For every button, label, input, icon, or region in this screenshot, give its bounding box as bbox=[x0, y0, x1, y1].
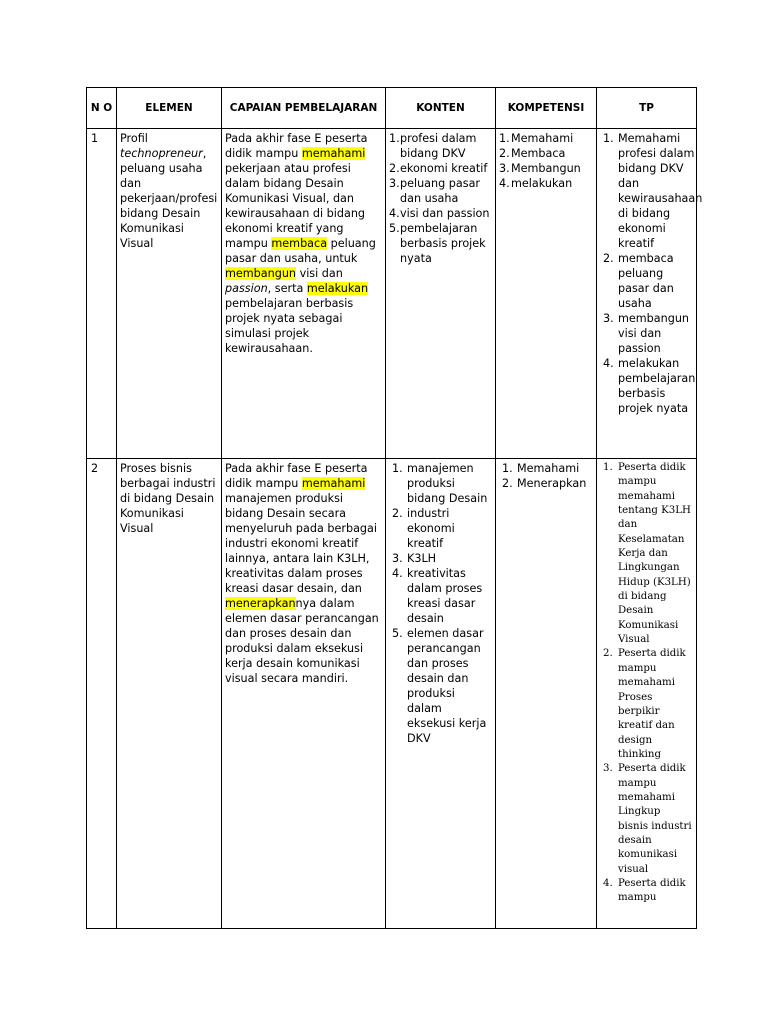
list-item: 4. melakukan pembelajaran berbasis projek nyata bbox=[603, 357, 696, 415]
tp-cell bbox=[597, 129, 703, 459]
list-item: 2. Membaca bbox=[499, 147, 566, 160]
table-row bbox=[87, 129, 697, 459]
highlight: membangun bbox=[225, 267, 297, 280]
list-item: 3. Membangun bbox=[499, 162, 581, 175]
list-item: 1. manajemen produksi bidang Desain bbox=[392, 462, 488, 505]
list-item: 4. kreativitas dalam proses kreasi dasar desain bbox=[392, 567, 483, 625]
elemen-cell: Proses bisnis berbagai industri di bidang Desain Komunikasi Visual bbox=[117, 459, 222, 929]
highlight: melakukan bbox=[306, 282, 369, 295]
list-item: 4. visi dan passion bbox=[389, 207, 490, 220]
highlight: memahami bbox=[301, 477, 366, 490]
list-item: 4. melakukan bbox=[499, 177, 573, 190]
header-row bbox=[87, 88, 697, 129]
table-row bbox=[87, 459, 697, 929]
capaian-cell: Pada akhir fase E peserta didik mampu memahami manajemen produksi bidang Desain secara menyeluruh pada berbagai industri ekonomi kreatif lainnya, antara lain K3LH, kreativitas dalam proses kreasi dasar desain, dan menerapkannya dalam elemen dasar perancangan dan proses desain dan produksi dalam eksekusi kerja desain komunikasi visual secara mandiri. bbox=[222, 459, 386, 929]
list-item: 2. ekonomi kreatif bbox=[389, 162, 488, 175]
konten-cell bbox=[386, 129, 496, 459]
list-item: 2. Menerapkan bbox=[502, 477, 587, 490]
header-no: N O bbox=[87, 88, 117, 129]
list-item: 3. Peserta didik mampu memahami Lingkup bisnis industri desain komunikasi visual bbox=[603, 763, 692, 875]
highlight: memahami bbox=[301, 147, 366, 160]
list-item: 2. Peserta didik mampu memahami Proses berpikir kreatif dan design thinking bbox=[603, 648, 686, 760]
list-item: 5. elemen dasar perancangan dan proses desain dan produksi dalam eksekusi kerja DKV bbox=[392, 627, 487, 745]
list-item: 1. Memahami bbox=[502, 462, 580, 475]
header-elemen: ELEMEN bbox=[117, 88, 222, 129]
list-item: 2. industri ekonomi kreatif bbox=[392, 507, 455, 550]
header-konten: KONTEN bbox=[386, 88, 496, 129]
list-item: 1. Memahami profesi dalam bidang DKV dan kewirausahaan di bidang ekonomi kreatif bbox=[603, 132, 703, 250]
list-item: 3. membangun visi dan passion bbox=[603, 312, 690, 355]
capaian-cell: Pada akhir fase E peserta didik mampu memahami pekerjaan atau profesi dalam bidang Desain Komunikasi Visual, dan kewirausahaan di bidang ekonomi kreatif yang mampu membaca peluang pasar dan usaha, untuk membangun visi dan passion, serta melakukan pembelajaran berbasis projek nyata sebagai simulasi projek kewirausahaan. bbox=[222, 129, 386, 459]
list-item: 1. Peserta didik mampu memahami tentang K3LH dan Keselamatan Kerja dan Lingkungan Hidup (K3LH) di bidang Desain Komunikasi Visual bbox=[603, 462, 691, 646]
kompetensi-cell bbox=[496, 129, 597, 459]
row-number: 2 bbox=[87, 459, 117, 929]
list-item: 2. membaca peluang pasar dan usaha bbox=[603, 252, 674, 310]
list-item: 3. K3LH bbox=[392, 552, 437, 565]
header-tp: TP bbox=[597, 88, 697, 129]
highlight: membaca bbox=[271, 237, 328, 250]
header-capaian: CAPAIAN PEMBELAJARAN bbox=[222, 88, 386, 129]
konten-cell bbox=[386, 459, 496, 929]
list-item: 4. Peserta didik mampu bbox=[603, 877, 686, 904]
learning-outcomes-table bbox=[86, 87, 703, 929]
header-kompetensi: KOMPETENSI bbox=[496, 88, 597, 129]
list-item: 1. Memahami bbox=[499, 132, 574, 145]
row-number: 1 bbox=[87, 129, 117, 459]
highlight: menerapkan bbox=[225, 597, 296, 610]
list-item: 3. peluang pasar dan usaha bbox=[389, 177, 481, 205]
list-item: 1. profesi dalam bidang DKV bbox=[389, 132, 477, 160]
tp-cell bbox=[597, 459, 697, 929]
list-item: 5. pembelajaran berbasis projek nyata bbox=[389, 222, 486, 265]
kompetensi-cell bbox=[496, 459, 597, 929]
elemen-cell: Profil technopreneur, peluang usaha dan pekerjaan/profesi bidang Desain Komunikasi Visual bbox=[117, 129, 222, 459]
